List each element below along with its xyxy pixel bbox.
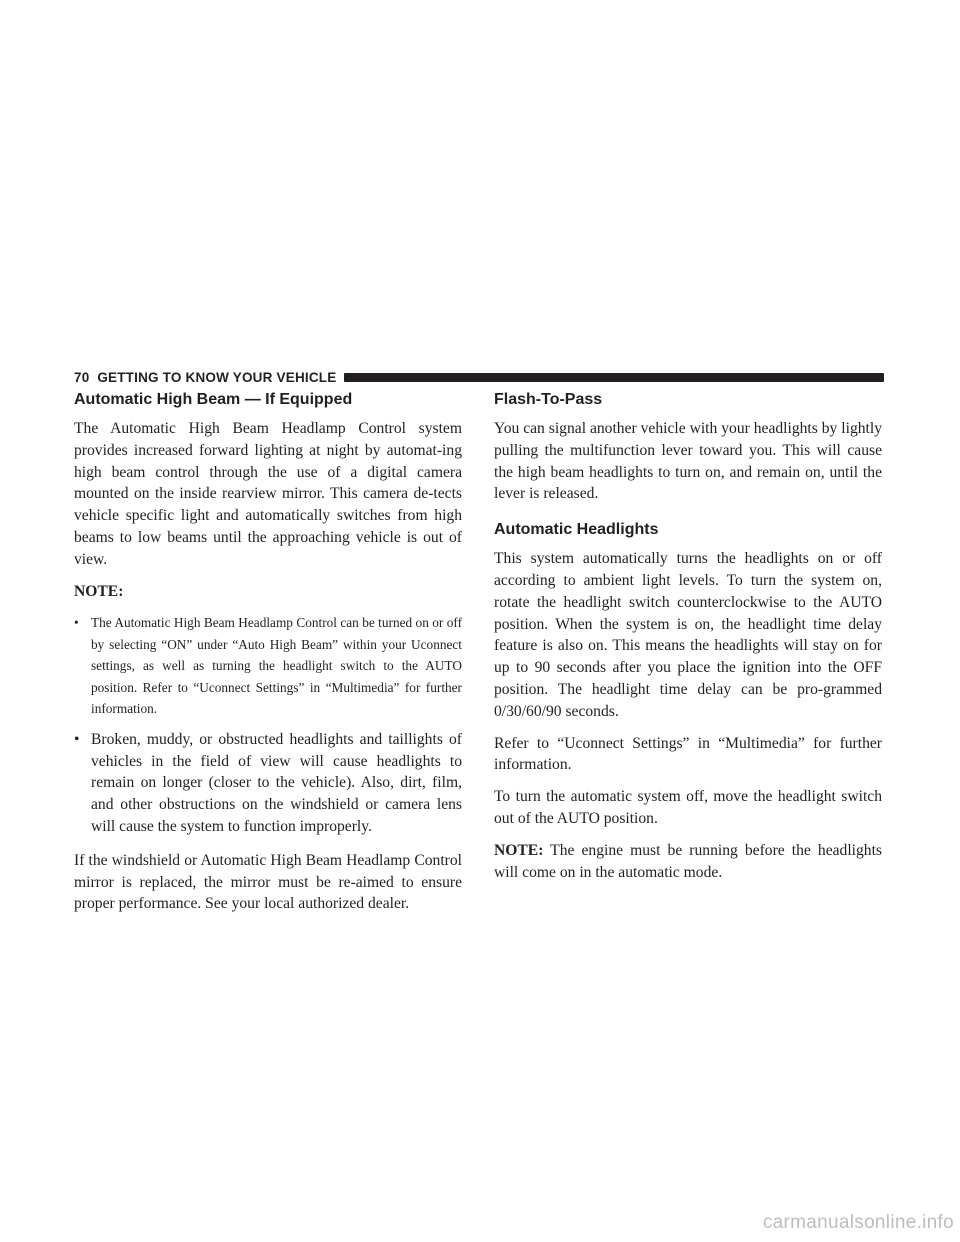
bullet-text: Broken, muddy, or obstructed headlights and taillights of vehicles in the field of view will cause headlights to remain on longer (closer to the vehicle). Also, dirt, film, and other obstructions on the windshield or camera lens will cause the system to function improperly. xyxy=(91,730,462,836)
bullet-icon: • xyxy=(74,730,80,748)
watermark: carmanualsonline.info xyxy=(762,1212,954,1233)
heading-automatic-high-beam: Automatic High Beam — If Equipped xyxy=(74,391,353,408)
list-item xyxy=(74,729,462,838)
bullet-text: The Automatic High Beam Headlamp Control can be turned on or off by selecting “ON” under “Auto High Beam” within your Uconnect settings, as well as turning the headlight switch to the AUTO position. Refer to “Uconnect Settings” in “Multimedia” for further information. xyxy=(91,615,462,717)
paragraph-automatic-headlights: This system automatically turns the headlights on or off according to ambient light levels. To turn the system on, rotate the headlight switch counterclockwise to the AUTO position. When the system is on, the headlight time delay feature is also on. This means the headlights will stay on for up to 90 seconds after you place the ignition into the OFF position. The headlight time delay can be pro-grammed 0/30/60/90 seconds. xyxy=(494,550,882,720)
note-label-text: NOTE: xyxy=(494,841,544,859)
note-paragraph xyxy=(494,840,882,884)
list-item xyxy=(74,612,462,720)
paragraph-high-beam-intro: The Automatic High Beam Headlamp Control system provides increased forward lighting at night by automat-ing high beam control through the use of a digital camera mounted on the inside rearview mirror. This camera de-tects vehicle specific light and automatically switches from high beams to low beams until the approaching vehicle is out of view. xyxy=(74,420,462,568)
paragraph-mirror-replaced: If the windshield or Automatic High Beam Headlamp Control mirror is replaced, the mirror must be re-aimed to ensure proper performance. See your local authorized dealer. xyxy=(74,851,462,913)
paragraph-flash-to-pass: You can signal another vehicle with your headlights by lightly pulling the multifunction lever toward you. This will cause the high beam headlights to turn on, and remain on, until the lever is released. xyxy=(494,420,882,503)
paragraph-turn-off: To turn the automatic system off, move the headlight switch out of the AUTO position. xyxy=(494,788,882,827)
left-column xyxy=(74,391,462,925)
heading-automatic-headlights: Automatic Headlights xyxy=(494,521,659,539)
right-column xyxy=(494,391,882,893)
note-label xyxy=(74,581,462,603)
section-title: GETTING TO KNOW YOUR VEHICLE xyxy=(97,369,337,385)
page-header xyxy=(74,367,884,387)
bullet-icon: • xyxy=(74,615,79,631)
note-text: The engine must be running before the headlights will come on in the automatic mode. xyxy=(494,841,882,881)
note-bullet-list xyxy=(74,612,462,837)
header-rule xyxy=(344,373,884,382)
page-number: 70 xyxy=(74,369,90,385)
heading-flash-to-pass: Flash-To-Pass xyxy=(494,391,603,408)
note-label-text: NOTE: xyxy=(74,582,124,600)
paragraph-refer-uconnect: Refer to “Uconnect Settings” in “Multimedia” for further information. xyxy=(494,734,882,774)
page-header-text xyxy=(74,370,336,385)
